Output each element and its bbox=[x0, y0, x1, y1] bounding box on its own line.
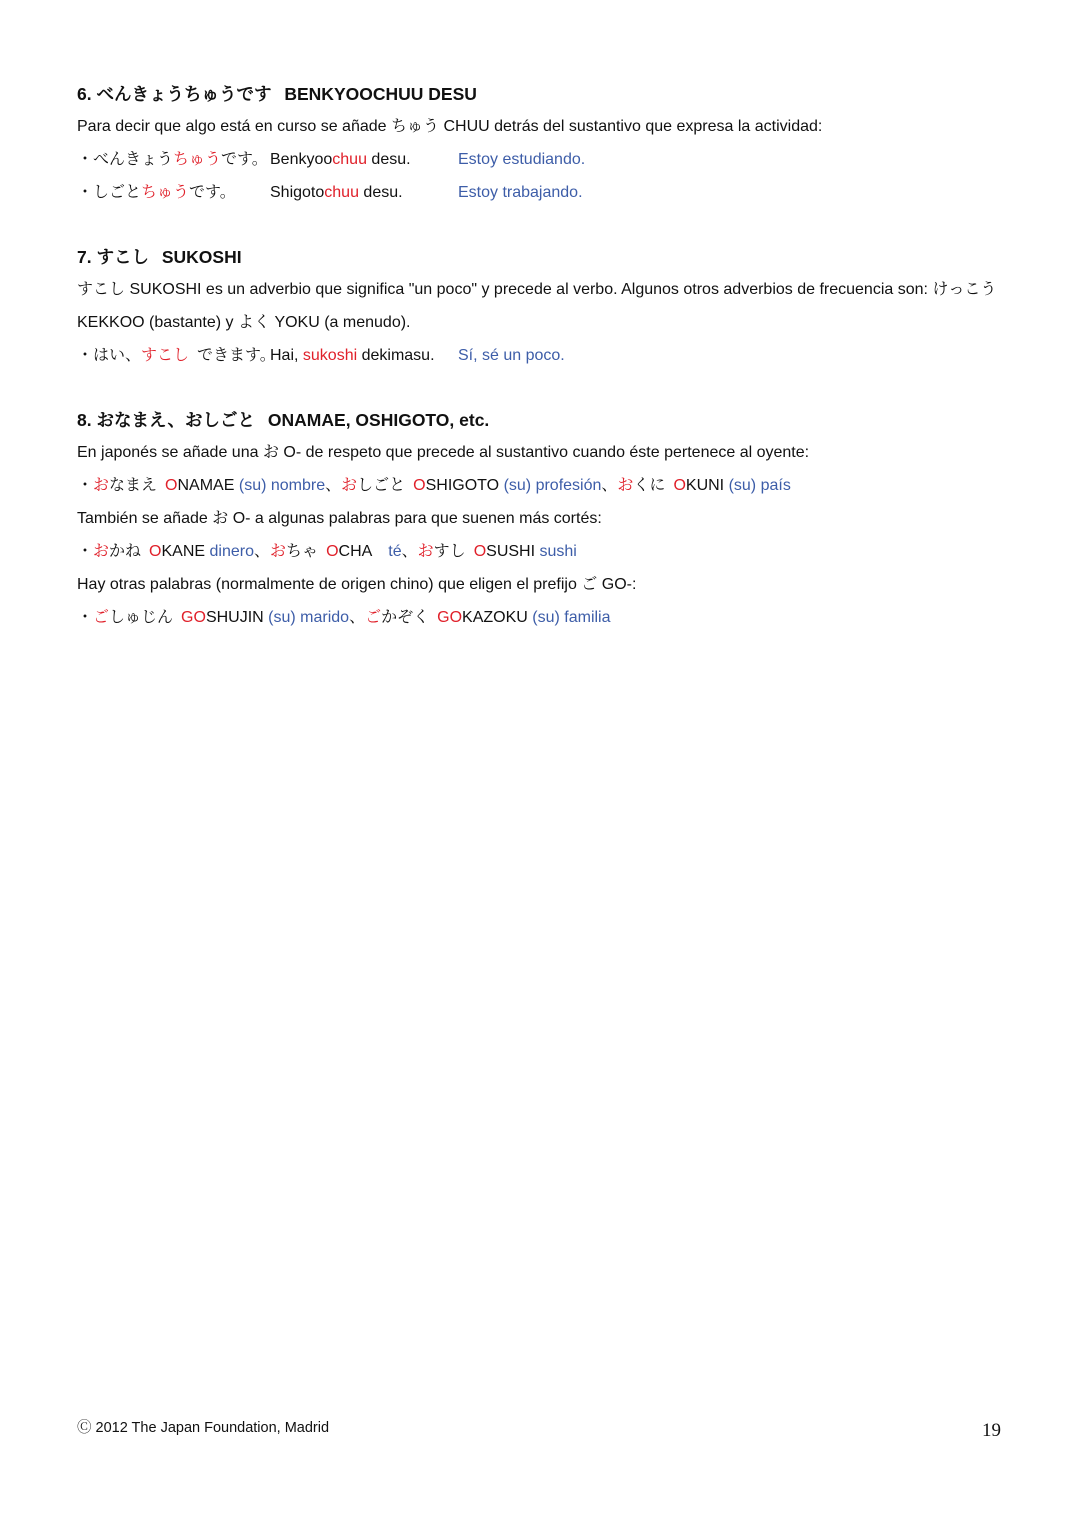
romaji-highlight: O bbox=[326, 543, 339, 560]
bullet: ・ bbox=[77, 477, 94, 494]
jp-text: です。 bbox=[189, 184, 236, 201]
jp-highlight: お bbox=[617, 477, 634, 494]
bullet: ・ bbox=[77, 184, 94, 201]
jp-text: くに bbox=[633, 477, 666, 494]
jp-text: すこし bbox=[77, 281, 126, 298]
separator: 、 bbox=[349, 609, 366, 626]
section-7-heading bbox=[77, 247, 242, 267]
jp-text: なまえ bbox=[109, 477, 158, 494]
copyright-icon: Ⓒ bbox=[77, 1420, 92, 1436]
translation: sushi bbox=[539, 543, 577, 560]
bullet: ・ bbox=[77, 151, 94, 168]
paragraph-text: YOKU (a menudo). bbox=[274, 314, 411, 331]
romaji-text: Benkyoo bbox=[270, 151, 333, 168]
translation: (su) marido bbox=[268, 609, 350, 626]
intro-text: O- de respeto que precede al sustantivo cuando éste pertenece al oyente: bbox=[283, 444, 810, 461]
jp-text: ご bbox=[581, 576, 598, 593]
heading-number: 6. bbox=[77, 84, 92, 104]
jp-text: お bbox=[212, 510, 229, 527]
bullet: ・ bbox=[77, 609, 94, 626]
section-8-intro bbox=[77, 443, 809, 463]
intro-text: CHUU detrás del sustantivo que expresa la actividad: bbox=[443, 118, 823, 135]
romaji-highlight: chuu bbox=[332, 151, 367, 168]
heading-japanese: べんきょうちゅうです bbox=[96, 84, 272, 104]
heading-romaji: SUKOSHI bbox=[161, 247, 242, 267]
separator: 、 bbox=[254, 543, 271, 560]
example-translation: Sí, sé un poco. bbox=[458, 347, 565, 364]
romaji-highlight: O bbox=[673, 477, 686, 494]
romaji-text: SHIGOTO bbox=[425, 477, 500, 494]
jp-text: しゅじん bbox=[109, 609, 174, 626]
intro-text: En japonés se añade una bbox=[77, 444, 259, 461]
section-6-intro bbox=[77, 117, 822, 137]
separator: 、 bbox=[601, 477, 618, 494]
honorific-o-examples-2 bbox=[77, 542, 577, 562]
heading-number: 7. bbox=[77, 247, 92, 267]
honorific-go-examples bbox=[77, 608, 611, 628]
translation: (su) nombre bbox=[238, 477, 326, 494]
jp-text: しごと bbox=[93, 184, 142, 201]
example-romaji bbox=[270, 150, 411, 170]
section-8-go-text bbox=[77, 575, 636, 595]
jp-text: ちゃ bbox=[286, 543, 319, 560]
jp-text: けっこう bbox=[932, 281, 997, 298]
example-romaji bbox=[270, 183, 403, 203]
paragraph-text: SUKOSHI es un adverbio que significa "un poco" y precede al verbo. Algunos otros adverbios de frecuencia son: bbox=[129, 281, 928, 298]
jp-text: よく bbox=[237, 314, 270, 331]
jp-text: できます。 bbox=[197, 347, 276, 364]
jp-highlight: ちゅう bbox=[141, 184, 190, 201]
translation: (su) país bbox=[728, 477, 791, 494]
romaji-text: KANE bbox=[161, 543, 206, 560]
romaji-text: desu. bbox=[366, 151, 411, 168]
jp-highlight: ご bbox=[365, 609, 382, 626]
romaji-text: KUNI bbox=[685, 477, 725, 494]
section-7-paragraph-line-2 bbox=[77, 313, 411, 333]
romaji-text: Shigoto bbox=[270, 184, 325, 201]
separator: 、 bbox=[325, 477, 342, 494]
translation: dinero bbox=[209, 543, 255, 560]
romaji-text: SUSHI bbox=[486, 543, 536, 560]
example-japanese bbox=[77, 183, 236, 203]
example-japanese bbox=[77, 150, 268, 170]
jp-highlight: お bbox=[417, 543, 434, 560]
example-romaji bbox=[270, 346, 435, 366]
romaji-highlight: O bbox=[473, 543, 487, 560]
example-japanese bbox=[77, 346, 276, 366]
bullet: ・ bbox=[77, 347, 94, 364]
section-8-also-text bbox=[77, 509, 602, 529]
jp-highlight: ご bbox=[93, 609, 110, 626]
paragraph-text: GO-: bbox=[601, 576, 637, 593]
translation: té bbox=[388, 543, 402, 560]
romaji-text: CHA bbox=[338, 543, 373, 560]
romaji-text: Hai, bbox=[270, 347, 303, 364]
romaji-highlight: O bbox=[413, 477, 426, 494]
jp-highlight: お bbox=[341, 477, 358, 494]
romaji-text: desu. bbox=[358, 184, 403, 201]
footer-copyright bbox=[77, 1419, 329, 1437]
translation: (su) familia bbox=[532, 609, 611, 626]
romaji-text: dekimasu. bbox=[357, 347, 435, 364]
romaji-text: KAZOKU bbox=[462, 609, 528, 626]
jp-text: はい、 bbox=[93, 347, 142, 364]
paragraph-text: KEKKOO (bastante) y bbox=[77, 314, 234, 331]
jp-text: かね bbox=[109, 543, 142, 560]
bullet: ・ bbox=[77, 543, 94, 560]
romaji-highlight: O bbox=[165, 477, 178, 494]
translation: (su) profesión bbox=[503, 477, 602, 494]
romaji-highlight: GO bbox=[181, 609, 206, 626]
romaji-highlight: O bbox=[149, 543, 162, 560]
romaji-text: NAMAE bbox=[177, 477, 235, 494]
copyright-text: 2012 The Japan Foundation, Madrid bbox=[95, 1420, 330, 1436]
heading-romaji: BENKYOOCHUU DESU bbox=[284, 84, 477, 104]
separator: 、 bbox=[401, 543, 418, 560]
jp-highlight: お bbox=[93, 543, 110, 560]
heading-number: 8. bbox=[77, 410, 92, 430]
jp-highlight: お bbox=[270, 543, 287, 560]
honorific-o-examples-1 bbox=[77, 476, 791, 496]
jp-text: べんきょう bbox=[93, 151, 174, 168]
page-number: 19 bbox=[982, 1420, 1001, 1441]
romaji-highlight: sukoshi bbox=[302, 347, 358, 364]
example-translation: Estoy trabajando. bbox=[458, 184, 583, 201]
jp-text: です。 bbox=[221, 151, 268, 168]
jp-highlight: お bbox=[93, 477, 110, 494]
heading-japanese: おなまえ、おしごと bbox=[96, 410, 256, 430]
section-7-paragraph-line-1 bbox=[77, 280, 996, 300]
intro-japanese: ちゅう bbox=[391, 118, 440, 135]
heading-romaji: ONAMAE, OSHIGOTO, etc. bbox=[267, 410, 490, 430]
section-6-heading bbox=[77, 84, 477, 104]
paragraph-text: Hay otras palabras (normalmente de origen chino) que eligen el prefijo bbox=[77, 576, 577, 593]
jp-text: すし bbox=[433, 543, 466, 560]
jp-text: かぞく bbox=[381, 609, 430, 626]
romaji-highlight: chuu bbox=[324, 184, 359, 201]
jp-highlight: ちゅう bbox=[173, 151, 222, 168]
section-8-heading bbox=[77, 410, 489, 430]
paragraph-text: O- a algunas palabras para que suenen más cortés: bbox=[232, 510, 602, 527]
romaji-text: SHUJIN bbox=[205, 609, 264, 626]
romaji-highlight: GO bbox=[437, 609, 463, 626]
example-translation: Estoy estudiando. bbox=[458, 151, 586, 168]
jp-text: しごと bbox=[357, 477, 406, 494]
intro-text: Para decir que algo está en curso se añade bbox=[77, 118, 387, 135]
jp-highlight: すこし bbox=[141, 347, 190, 364]
intro-japanese: お bbox=[262, 444, 279, 461]
heading-japanese: すこし bbox=[96, 247, 149, 267]
paragraph-text: También se añade bbox=[77, 510, 208, 527]
